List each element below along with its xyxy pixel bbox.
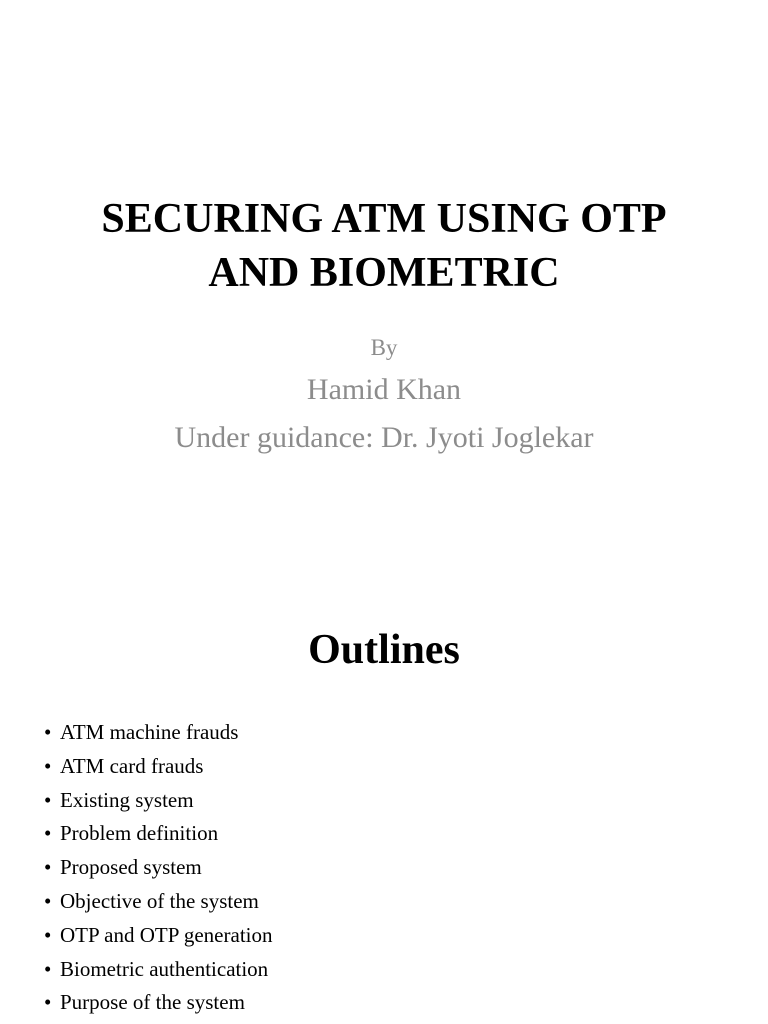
outline-item-text: Proposed system — [60, 855, 202, 880]
outline-item — [44, 885, 272, 919]
bullet-icon: • — [44, 753, 52, 778]
bullet-icon: • — [44, 855, 52, 880]
outline-item — [44, 716, 272, 750]
bullet-icon: • — [44, 720, 52, 744]
bullet-icon: • — [44, 990, 52, 1015]
outline-list — [44, 716, 272, 1020]
bullet-icon: • — [44, 922, 52, 947]
outline-item-text: Existing system — [60, 787, 194, 812]
title-line-1: SECURING ATM USING OTP — [101, 196, 667, 242]
guidance-text: Under guidance: Dr. Jyoti Joglekar — [174, 421, 594, 454]
outline-item-text: Problem definition — [60, 821, 219, 846]
author-name: Hamid Khan — [306, 373, 462, 406]
outline-item — [44, 750, 272, 784]
outline-item-text: ATM card frauds — [60, 753, 204, 778]
by-label: By — [370, 335, 398, 360]
bullet-icon: • — [44, 956, 52, 981]
outline-item — [44, 919, 272, 953]
outline-item — [44, 817, 272, 851]
outline-item-text: Biometric authentication — [60, 956, 269, 981]
outline-item — [44, 851, 272, 885]
outline-slide — [0, 576, 768, 1024]
bullet-icon: • — [44, 821, 52, 846]
outline-item-text: Purpose of the system — [60, 990, 245, 1015]
outline-item — [44, 784, 272, 818]
bullet-icon: • — [44, 787, 52, 812]
bullet-icon: • — [44, 888, 52, 913]
outline-heading: Outlines — [308, 627, 460, 673]
outline-item-text: ATM machine frauds — [60, 720, 239, 744]
outline-item — [44, 953, 272, 987]
outline-item-text: Objective of the system — [60, 888, 259, 913]
presentation-title — [0, 192, 768, 300]
outline-item — [44, 986, 272, 1020]
title-line-2: AND BIOMETRIC — [208, 250, 560, 296]
outline-item-text: OTP and OTP generation — [60, 922, 273, 947]
